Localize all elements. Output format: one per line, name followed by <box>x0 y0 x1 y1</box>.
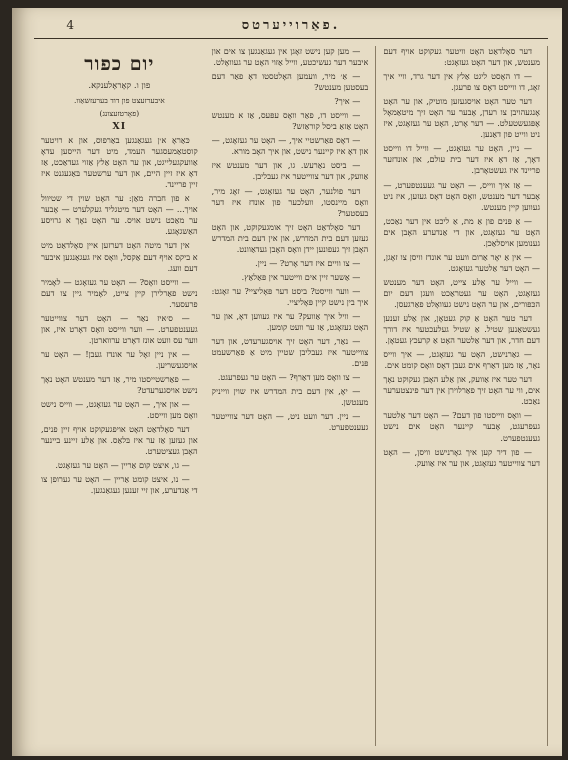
paragraph: דער סאָלדאַט האָט אויפגעקוקט אויף זיין פנים, און געזען אַז ער איז בּלאַס. און אַלע זיינע ביינער האָבן געציטערט. <box>41 424 198 457</box>
paragraph: — ווייל ער אַלע צייט, האָט דער מענטש געזאָגט, האָט ער געטראַכט וועגן דעם יום הכּפּורים, און ער האָט נישט געוואָלט פאַרגעסן. <box>383 276 541 309</box>
paragraph: — צו וואָס מען דאַרף? — האָט ער געפרעגט. <box>217 372 361 383</box>
paragraph: דער סאָלדאַט האָט זיך אומגעקוקט, און האָט געזען דעם בית המדרש, און אין דעם בית המדרש האָבן זיך געפונען יידן וואָס האָבן געדאַוונט. <box>211 221 369 254</box>
column-1-body <box>41 135 198 496</box>
story-byline: פון ו. קאָראָלענקא. <box>88 81 151 91</box>
column-3 <box>376 46 548 746</box>
newspaper-page <box>12 8 562 756</box>
paragraph: א פון חברה מאַן: ער האָט שוין די שטיוול אויך... — האָט דער מיטגליד געקלערט — אָבער ער מאַכט נישט אויס. ער האָט נאָך א גרויסע האַשגאָגע. <box>41 193 198 237</box>
paragraph: דער טער האָט אויסגעזען מוטיק, און ער האָט אָנגעהויבן צו רעדן, אָבער ער האָט זיך מיטאַמאָל אָפּגעשטעלט. — דער אָרט, האָט ער געזאָגט, איז ניט ווייט פון דאַנען. <box>383 96 541 140</box>
paragraph: דער סאָלדאַט האָט וויטער געקוקט אויף דעם מענטש, און דער האָט געזאָגט: <box>383 46 541 68</box>
paragraph: — צו וויים איז דער אָרט? — ניין. <box>255 257 361 268</box>
paragraph: — פון דיר קען איך גאָרנישט וויסן, — האָט דער צווייטער געזאָגט, און ער איז אַוועק. <box>383 446 541 468</box>
paragraph: — וויל איך אַוועק? ער איז געווען דאָ, און ער האָט געזאָגט, אַז ער וועט קומען. <box>211 310 369 333</box>
paragraph: — דו האָסט ליגט אַלץ אין דער גרד, וויי איך זאָג, דו ווייסט דאָס צו פרעגן. <box>383 71 541 93</box>
paragraph: — נו, איצט קומט אַריין — האָט ער גערופן צו די אַנדערע, און זיי זענען געגאַנגען. <box>41 474 198 496</box>
paragraph: — גאַרנישט, האָט ער געזאָגט, — איך ווייס נאָר, אַז מען דאַרף אים געבן דאָס וואָס קומט אים. <box>383 349 541 371</box>
running-head: פאַרוייערטס. <box>241 18 341 33</box>
paragraph: — ווער ווייסט? ביסט דער פּאָליציי? ער זאָגט: איך בין נישט קיין פּאָליציי. <box>211 285 369 307</box>
paragraph: — ניין. דער וועט ניט, — האָט דער צווייטער געענטפערט. <box>211 411 369 433</box>
column-1 <box>34 46 205 746</box>
paragraph: דער טער איז אַוועק, און אַלע האָבן געקוקט נאָך אים, ווי ער האָט זיך פאַרלוירן אין דער פינצטערער נאַכט. <box>383 374 541 407</box>
story-title: יום כפור <box>84 53 155 75</box>
paragraph: — אַז איך ווייס, — האָט ער געענטפערט, — אָבער דער מענטש, וואָס האָט דאָס געזען, איז ניט געווען קיין מענטש. <box>383 179 541 212</box>
paragraph: — גו, איצט קום אַריין — האָט ער געזאָגט. <box>55 460 190 471</box>
paragraph: — ס׳איז נאַר — האָט דער צווייטער געענטפערט. — ווער ווייסט וואָס דאָרט איז, און ווער עס וועט אונז דאָרט ערווארטן. <box>41 312 198 345</box>
paragraph: — יאָ, אין דעם בית המדרש איז שוין ווייניק מענטשן. <box>211 386 369 408</box>
paragraph: כּאַראָ א׳ן געגאַנגען באַרפוס, און א רויטער קוסטאַמעסגער העמד, מיט דער הייסען עדאָ אַוועקגעלייגט, און ער האָט אַלץ אַזוי געדאַכט, אַז דאָ איז זיין היים, און דער ערשטער בּאַגעגנט איז זיין פריינד. <box>41 135 198 190</box>
text-columns <box>34 46 548 746</box>
story-note: (פאָרטזעצונג) <box>99 109 140 118</box>
paragraph: — נאַר, דער האָט זיך אויסגערעדט, און דער צווייטער איז געבליבן שטיין מיט אַ פאַרשעמט פּנים. <box>211 336 369 369</box>
paragraph: — אַ פּנים פון אַ מת, אַ ליכט אין דער נאַכט, האָט ער געזאָגט, און די אַנדערע האָבן אים גענומען אויסלאַכן. <box>383 215 541 248</box>
paragraph: — איך? <box>334 96 361 107</box>
paragraph: — אַשער זיין אים ווייטער אין פּאַלאַץ. <box>241 271 361 282</box>
paragraph: — ווייסט דו, פאַר וואָס עפּעס, אַז א מענטש האָט אַזאַ ביסל קוראַזש? <box>211 110 369 132</box>
paragraph: — וואָס ווייסטו פון דעם? — האָט דער אַלטער געפרעגט, אָבער קיינער האָט אים נישט געענטפערט. <box>383 410 541 443</box>
paragraph: — דאָס פאַרשטיי איך, — האָט ער געזאָגט, — און דאָ איז קיינער נישט, און איך האָב מורא. <box>211 135 369 157</box>
chapter-number: XI <box>112 121 127 132</box>
page-header <box>34 14 548 36</box>
paragraph: — און איך, — האָט ער געזאָגט, — ווייס נישט וואָס מען ווייסט. <box>41 399 198 421</box>
paragraph: — פאַרשטייסטו מיר, אַז דער מענטש האָט נאָך נישט אויסגערעדט? <box>41 373 198 396</box>
paragraph: דער פולנער, האָט ער געזאָגט, — זאָג מיר, וואָס מיינסטו, וועלכער פון אונדז איז דער בעסטער? <box>211 185 369 218</box>
paragraph: דער טער האָט אַ קוק געטאָן, און אַלע זענען געשטאַנען שטיל. אַ שטיל געלעכטער איז דורך דעם חדר, און דער אַלטער האָט אַ קרעכץ געטאָן. <box>383 313 541 346</box>
paragraph: — ניין, האָט ער געזאָגט, — ווייל דו ווייסט דאָך, אַז דאָ איז דער בית עולם, און אונדזער פריינד איז געשטאָרבן. <box>383 143 541 176</box>
paragraph: — אַ׳ מיר, וועמען האָלטסטו דאָ פאַר דעם בעסטען מענטש? <box>211 71 369 93</box>
paragraph: — מען קען נישט זאָגן אין געגאַנגען צו אים און איבער דער געשיכטע, ווייל אַזוי האָט ער געוואָלט. <box>211 46 369 68</box>
header-rule <box>34 38 548 39</box>
column-3-body <box>383 46 540 469</box>
column-2 <box>205 46 377 746</box>
column-2-body <box>212 46 369 433</box>
paragraph: — ביסט נאַרעש. גו, און דער מענטש איז אַוועק, און דער צווייטער איז געבליבן. <box>211 160 369 182</box>
paragraph: — אין ניין זאָל ער אונדז געבן! — האָט ער אויסגעשריען. <box>41 348 198 370</box>
story-translator: איבערזעצט פון דוד בערעזשאַוו. <box>73 96 165 105</box>
paragraph: — ווייסט וואָס? — האָט ער געזאָגט — לאָמיר נישט פאַרלירן קיין צייט, לאָמיר גיין צו דעם פרעסער. <box>41 276 198 309</box>
paragraph: — אין אַ יאָר אַרום וועט ער אונדז וויסן צו זאָגן, — האָט דער אַלטער געזאָגט. <box>383 251 541 273</box>
paragraph: אין דער מיטה האָט דערזען איין סאָלדאַט מיט א ביקס אויף דעם אַקסל, וואָס איז געגאַנגען איבער דעם וועג. <box>41 240 198 273</box>
page-number: 4 <box>66 18 74 32</box>
